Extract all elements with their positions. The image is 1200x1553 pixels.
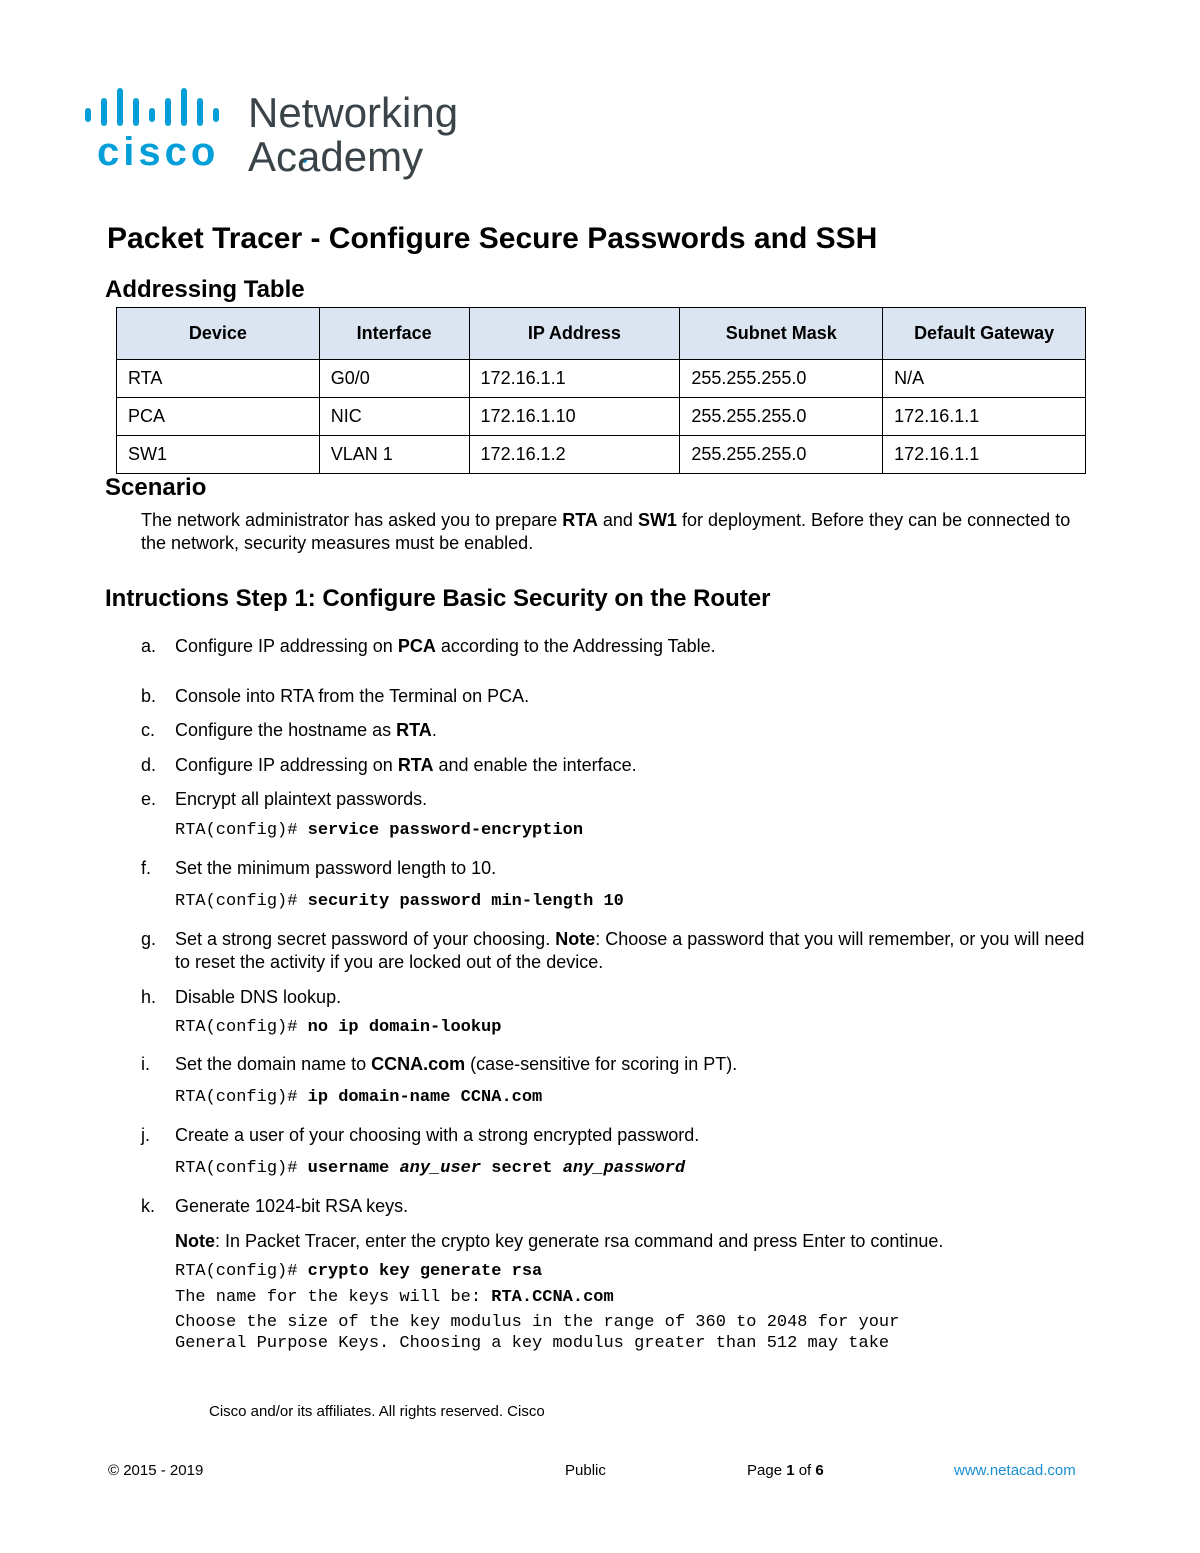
table-cell: 255.255.255.0 xyxy=(680,360,883,398)
command-line: RTA(config)# no ip domain-lookup xyxy=(175,1018,502,1037)
footer-page-number: Page 1 of 6 xyxy=(747,1462,824,1479)
column-header: Device xyxy=(117,308,320,360)
command-line: RTA(config)# crypto key generate rsa xyxy=(175,1262,543,1281)
command-output: Choose the size of the key modulus in the range of 360 to 2048 for your xyxy=(175,1313,900,1332)
command-line: RTA(config)# security password min-length 10 xyxy=(175,892,624,911)
table-cell: SW1 xyxy=(117,436,320,474)
scenario-text: The network administrator has asked you to prepare RTA and SW1 for deployment. Before they can be connected to the network, security measures must be enabled. xyxy=(141,510,1071,553)
addressing-table-heading: Addressing Table xyxy=(105,276,305,303)
table-row xyxy=(117,436,1086,474)
table-cell: 255.255.255.0 xyxy=(680,398,883,436)
instructions-heading: Intructions Step 1: Configure Basic Security on the Router xyxy=(105,585,771,612)
cisco-wordmark: cisco xyxy=(97,130,220,174)
command-line: RTA(config)# service password-encryption xyxy=(175,821,584,840)
table-cell: VLAN 1 xyxy=(319,436,469,474)
table-cell: 172.16.1.1 xyxy=(883,436,1086,474)
table-row xyxy=(117,360,1086,398)
column-header: Interface xyxy=(319,308,469,360)
addressing-table xyxy=(116,307,1086,474)
footer-link[interactable]: www.netacad.com xyxy=(954,1462,1076,1479)
table-cell: G0/0 xyxy=(319,360,469,398)
command-line: RTA(config)# username any_user secret any_password xyxy=(175,1159,686,1178)
table-cell: N/A xyxy=(883,360,1086,398)
command-output: General Purpose Keys. Choosing a key modulus greater than 512 may take xyxy=(175,1334,890,1353)
table-cell: 255.255.255.0 xyxy=(680,436,883,474)
command-line: RTA(config)# ip domain-name CCNA.com xyxy=(175,1088,543,1107)
table-row xyxy=(117,398,1086,436)
footer-classification: Public xyxy=(565,1462,606,1479)
logo-networking: Networking xyxy=(248,89,459,136)
footer-note: Cisco and/or its affiliates. All rights reserved. Cisco xyxy=(209,1403,545,1420)
command-output: The name for the keys will be: RTA.CCNA.com xyxy=(175,1288,614,1307)
column-header: IP Address xyxy=(469,308,680,360)
table-cell: 172.16.1.1 xyxy=(883,398,1086,436)
footer-copyright: © 2015 - 2019 xyxy=(108,1462,204,1479)
page-title: Packet Tracer - Configure Secure Passwords and SSH xyxy=(107,222,878,255)
cisco-bars-icon xyxy=(85,88,235,128)
table-cell: 172.16.1.1 xyxy=(469,360,680,398)
column-header: Subnet Mask xyxy=(680,308,883,360)
logo-academy: Academy xyxy=(248,133,424,180)
table-cell: RTA xyxy=(117,360,320,398)
table-cell: NIC xyxy=(319,398,469,436)
table-cell: PCA xyxy=(117,398,320,436)
table-header-row xyxy=(117,308,1086,360)
cisco-networking-academy-logo xyxy=(85,88,485,178)
scenario-heading: Scenario xyxy=(105,474,207,501)
table-cell: 172.16.1.2 xyxy=(469,436,680,474)
column-header: Default Gateway xyxy=(883,308,1086,360)
table-cell: 172.16.1.10 xyxy=(469,398,680,436)
